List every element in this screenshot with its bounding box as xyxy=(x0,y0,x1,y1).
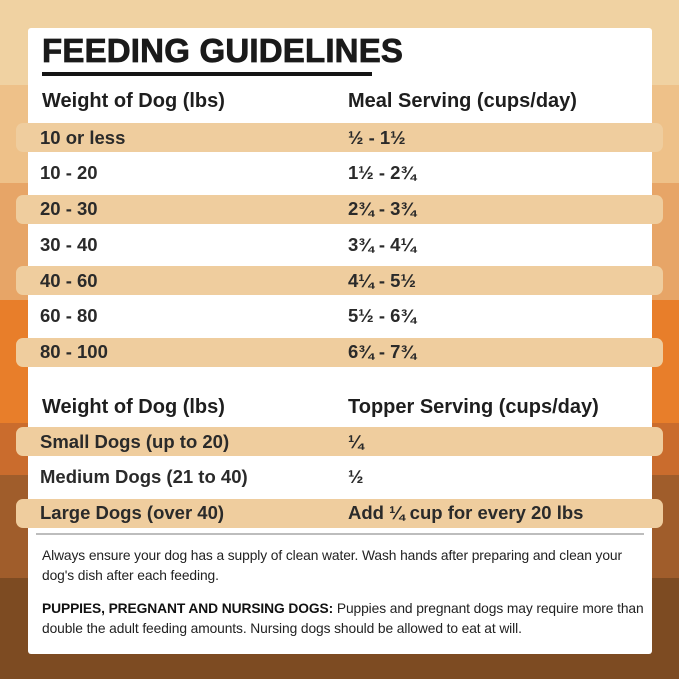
topper-table-header xyxy=(42,396,642,419)
special-note-body: Puppies and pregnant dogs may require more than double the adult feeding amounts. Nursing dogs should be allowed to eat at will. xyxy=(42,601,644,636)
special-note-lead: PUPPIES, PREGNANT AND NURSING DOGS: xyxy=(42,601,334,616)
table-row xyxy=(16,195,663,224)
row-weight: Medium Dogs (21 to 40) xyxy=(40,466,248,488)
table-row xyxy=(16,499,663,528)
table-row xyxy=(16,463,663,492)
table-row xyxy=(16,427,663,456)
row-serving: 3¾ - 4¼ xyxy=(348,233,416,255)
row-serving: 6¾ - 7¾ xyxy=(348,341,416,363)
row-weight: 80 - 100 xyxy=(40,341,108,363)
row-weight: 30 - 40 xyxy=(40,233,98,255)
column-header-topper-serving: Topper Serving (cups/day) xyxy=(348,396,599,418)
row-serving: Add ¼ cup for every 20 lbs xyxy=(348,502,584,524)
feeding-guidelines-card xyxy=(28,28,652,654)
table-row xyxy=(16,230,663,259)
row-serving: 2¾ - 3¾ xyxy=(348,198,416,220)
meal-table-header xyxy=(42,90,642,113)
table-row xyxy=(16,266,663,295)
row-weight: Small Dogs (up to 20) xyxy=(40,430,230,452)
row-weight: 10 or less xyxy=(40,126,126,148)
row-serving: ½ xyxy=(348,466,364,488)
row-weight: Large Dogs (over 40) xyxy=(40,502,225,524)
row-serving: 1½ - 2¾ xyxy=(348,162,416,184)
page-title: FEEDING GUIDELINES xyxy=(42,32,404,69)
special-dogs-note xyxy=(42,599,654,638)
column-header-weight: Weight of Dog (lbs) xyxy=(42,396,225,418)
row-serving: 4¼ - 5½ xyxy=(348,269,416,291)
topper-serving-table xyxy=(16,427,663,528)
column-header-meal-serving: Meal Serving (cups/day) xyxy=(348,90,577,112)
column-header-weight: Weight of Dog (lbs) xyxy=(42,90,225,112)
table-row xyxy=(16,159,663,188)
row-weight: 10 - 20 xyxy=(40,162,98,184)
row-weight: 40 - 60 xyxy=(40,269,98,291)
meal-serving-table xyxy=(16,123,663,367)
notes-divider xyxy=(36,533,644,535)
table-row xyxy=(16,302,663,331)
row-serving: ½ - 1½ xyxy=(348,126,406,148)
row-weight: 60 - 80 xyxy=(40,305,98,327)
row-serving: 5½ - 6¾ xyxy=(348,305,416,327)
table-row xyxy=(16,123,663,152)
row-serving: ¼ xyxy=(348,430,364,452)
title-underline xyxy=(42,72,372,76)
row-weight: 20 - 30 xyxy=(40,198,98,220)
table-row xyxy=(16,338,663,367)
water-note: Always ensure your dog has a supply of clean water. Wash hands after preparing and clean your dog's dish after each feeding. xyxy=(42,548,622,583)
